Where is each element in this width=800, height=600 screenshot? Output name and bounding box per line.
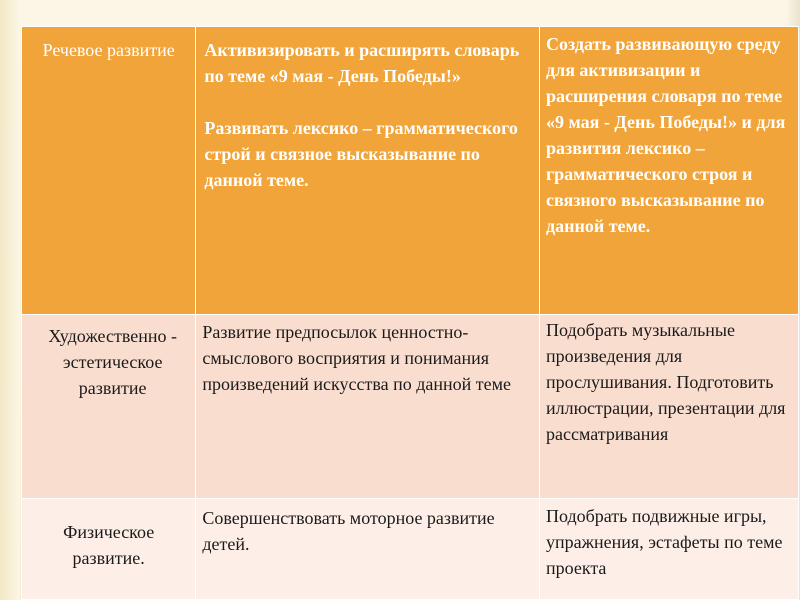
table-row-art: [22, 315, 799, 499]
area-label: Речевое развитие: [42, 40, 175, 60]
table-row-speech: [22, 27, 799, 315]
area-cell: [22, 315, 196, 499]
goal-text: Развивать лексико – грамматического строй и связное высказывание по данной теме.: [204, 118, 518, 190]
environment-text: Создать развивающую среду для активизации и расширения словаря по теме «9 мая - День Победы!» и для развития лексико – грамматического строя и связного высказывание по данной теме.: [545, 34, 786, 236]
area-label: Физическое развитие.: [63, 522, 155, 568]
slide-left-edge: [0, 0, 20, 600]
goals-cell: [196, 27, 540, 315]
environment-cell: [539, 315, 798, 499]
goal-text: Развитие предпосылок ценностно-смыслового восприятия и понимания произведений искусства по данной теме: [202, 322, 512, 394]
development-plan-table: [21, 26, 799, 600]
goal-text: Активизировать и расширять словарь по теме «9 мая - День Победы!»: [204, 40, 520, 86]
environment-text: Подобрать подвижные игры, упражнения, эстафеты по теме проекта: [545, 506, 783, 578]
environment-cell: [539, 27, 798, 315]
goal-text: Совершенствовать моторное развитие детей.: [202, 508, 495, 554]
table-row-physical: [22, 499, 799, 600]
area-cell: [22, 27, 196, 315]
goals-cell: [196, 499, 540, 600]
area-cell: [22, 499, 196, 600]
environment-cell: [539, 499, 798, 600]
environment-text: Подобрать музыкальные произведения для прослушивания. Подготовить иллюстрации, презентации для рассматривания: [545, 320, 786, 444]
area-label: Художественно - эстетическое развитие: [48, 326, 177, 398]
goals-cell: [196, 315, 540, 499]
